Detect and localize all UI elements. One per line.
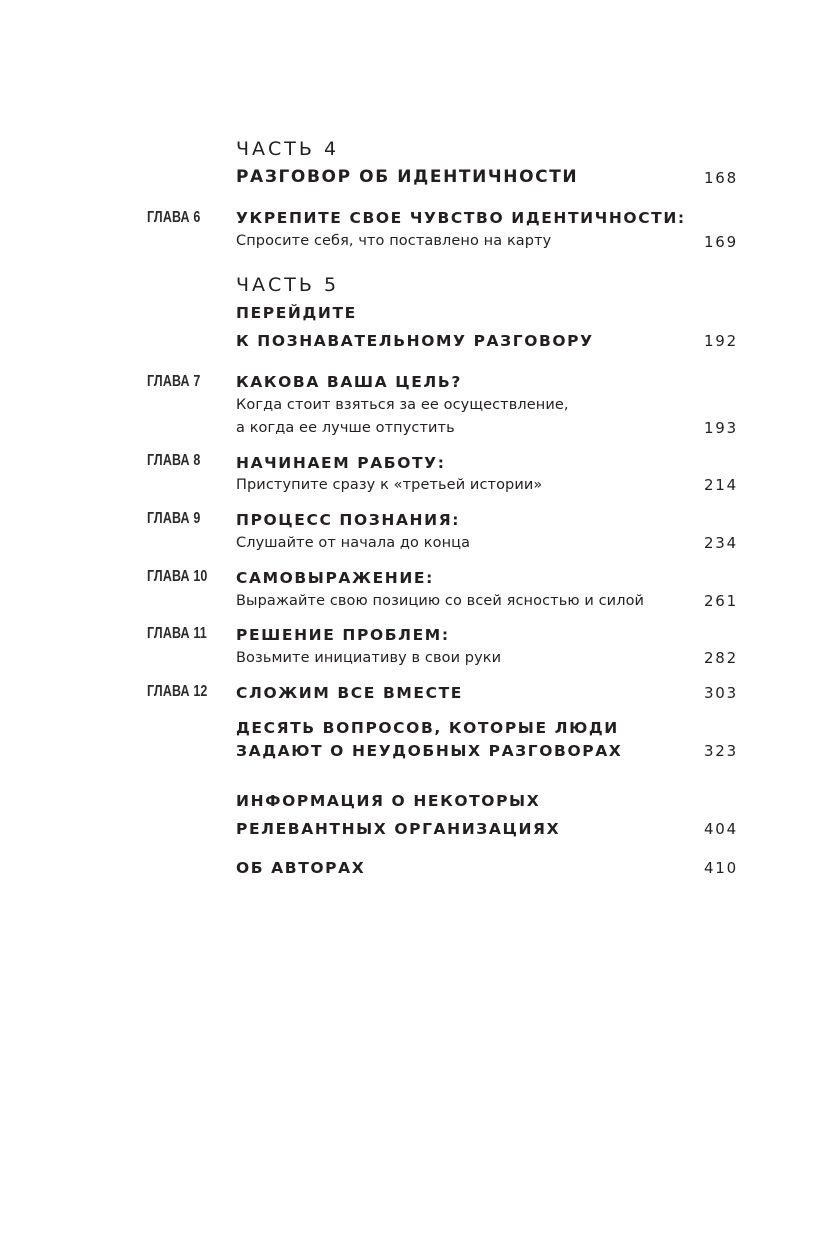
chapter-7-title[interactable]: КАКОВА ВАША ЦЕЛЬ?: [236, 373, 462, 391]
chapter-12-label: ГЛАВА 12: [147, 683, 208, 700]
part-4-page: 168: [703, 169, 738, 187]
chapter-7-label: ГЛАВА 7: [147, 373, 201, 390]
part-5-page: 192: [703, 332, 738, 350]
chapter-9-label: ГЛАВА 9: [147, 510, 201, 527]
faq-page: 323: [703, 742, 738, 760]
chapter-10-label: ГЛАВА 10: [147, 568, 208, 585]
chapter-7-subtitle-line-2: а когда ее лучше отпустить: [236, 420, 455, 436]
orgs-title-line-2[interactable]: РЕЛЕВАНТНЫХ ОРГАНИЗАЦИЯХ: [236, 820, 561, 838]
chapter-9-page: 234: [703, 534, 738, 552]
chapter-8-subtitle: Приступите сразу к «третьей истории»: [236, 477, 543, 493]
part-4-title[interactable]: РАЗГОВОР ОБ ИДЕНТИЧНОСТИ: [236, 167, 579, 187]
chapter-9-subtitle: Слушайте от начала до конца: [236, 535, 471, 551]
part-5-label: ЧАСТЬ 5: [236, 274, 340, 296]
chapter-11-label: ГЛАВА 11: [147, 625, 207, 642]
chapter-9-title[interactable]: ПРОЦЕСС ПОЗНАНИЯ:: [236, 511, 461, 529]
chapter-6-label: ГЛАВА 6: [147, 209, 201, 226]
chapter-12-page: 303: [703, 684, 738, 702]
orgs-page: 404: [703, 820, 738, 838]
chapter-6-title[interactable]: УКРЕПИТЕ СВОЕ ЧУВСТВО ИДЕНТИЧНОСТИ:: [236, 209, 686, 227]
orgs-title-line-1[interactable]: ИНФОРМАЦИЯ О НЕКОТОРЫХ: [236, 792, 541, 810]
chapter-6-subtitle: Спросите себя, что поставлено на карту: [236, 233, 552, 249]
chapter-10-subtitle: Выражайте свою позицию со всей ясностью и силой: [236, 593, 645, 609]
chapter-11-title[interactable]: РЕШЕНИЕ ПРОБЛЕМ:: [236, 626, 450, 644]
part-5-title-line-1[interactable]: ПЕРЕЙДИТЕ: [236, 304, 357, 322]
chapter-6-page: 169: [703, 233, 738, 251]
part-5-title-line-2[interactable]: К ПОЗНАВАТЕЛЬНОМУ РАЗГОВОРУ: [236, 332, 594, 350]
chapter-10-title[interactable]: САМОВЫРАЖЕНИЕ:: [236, 569, 434, 587]
chapter-11-page: 282: [703, 649, 738, 667]
chapter-8-page: 214: [703, 476, 738, 494]
chapter-12-title[interactable]: СЛОЖИМ ВСЕ ВМЕСТЕ: [236, 684, 463, 702]
authors-title[interactable]: ОБ АВТОРАХ: [236, 859, 366, 877]
faq-title-line-1[interactable]: ДЕСЯТЬ ВОПРОСОВ, КОТОРЫЕ ЛЮДИ: [236, 719, 619, 737]
chapter-8-title[interactable]: НАЧИНАЕМ РАБОТУ:: [236, 454, 446, 472]
chapter-10-page: 261: [703, 592, 738, 610]
chapter-11-subtitle: Возьмите инициативу в свои руки: [236, 650, 502, 666]
chapter-8-label: ГЛАВА 8: [147, 452, 201, 469]
part-4-label: ЧАСТЬ 4: [236, 138, 340, 160]
chapter-7-subtitle-line-1: Когда стоит взяться за ее осуществление,: [236, 397, 569, 413]
chapter-7-page: 193: [703, 419, 738, 437]
faq-title-line-2[interactable]: ЗАДАЮТ О НЕУДОБНЫХ РАЗГОВОРАХ: [236, 742, 623, 760]
authors-page: 410: [703, 859, 738, 877]
